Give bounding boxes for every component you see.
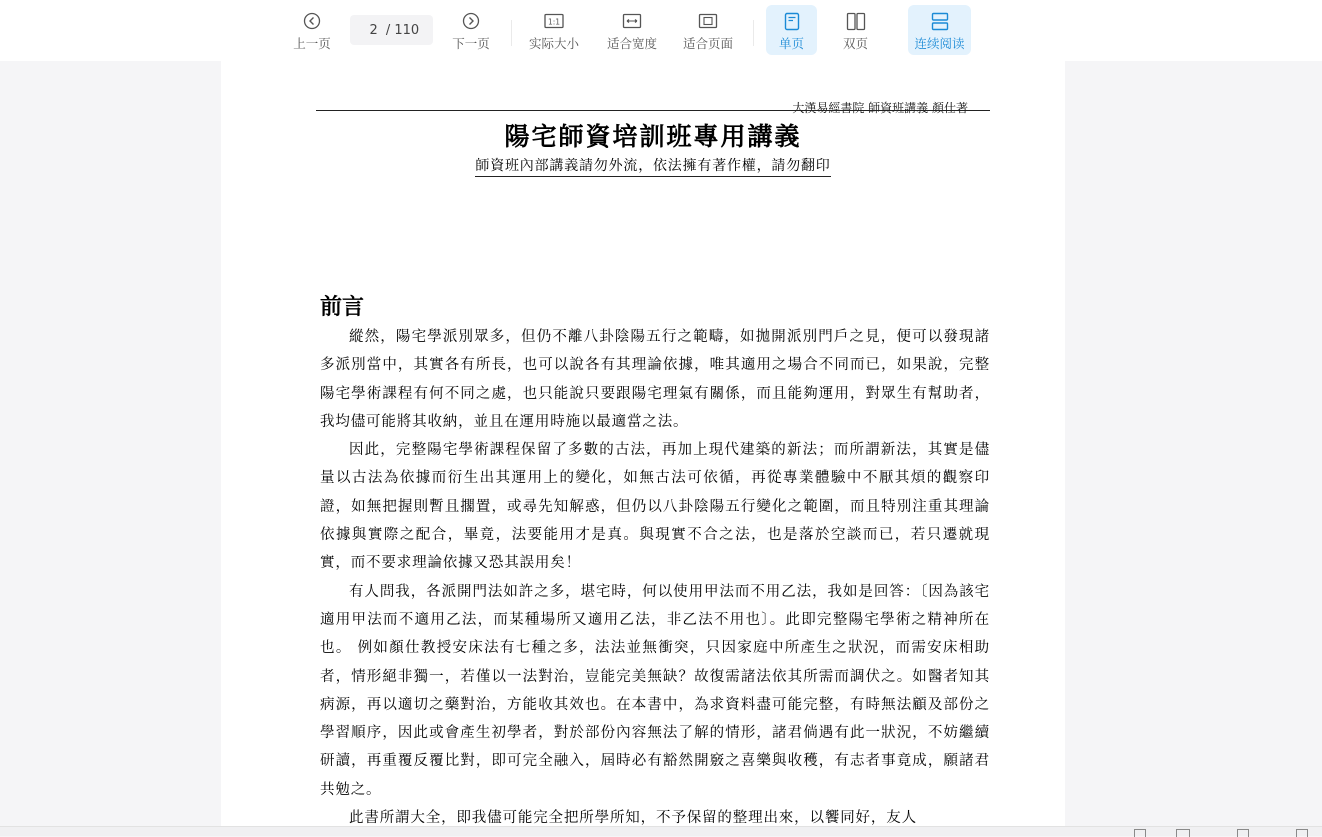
fit-width-button[interactable] xyxy=(601,5,663,55)
page-header-author: 大漢易經書院 師資班講義 顏仕著 xyxy=(792,101,968,115)
paragraph: 有人問我，各派開門法如許之多，堪宅時，何以使用甲法而不用乙法，我如是回答：〔因為該宅適用甲法而不適用乙法，而某種場所又適用乙法，非乙法不用也〕。此即完整陽宅學術之精神所在也。 例如顏仕教授安床法有七種之多，法法並無衝突，只因家庭中所產生之狀況，而需安床相助者，情形絕非獨一，若僅以一法對治，豈能完美無缺？故復需諸法依其所需而調伏之。如醫者知其病源，再以適切之藥對治，方能收其效也。在本書中，為求資料盡可能完整，有時無法顧及部份之學習順序，因此或會產生初學者，對於部份內容無法了解的情形，諸君倘遇有此一狀況，不妨繼續研讀，再重覆反覆比對，即可完全融入，屆時必有豁然開竅之喜樂與收穫，有志者事竟成，願諸君共勉之。 xyxy=(320,583,990,798)
continuous-read-button[interactable] xyxy=(908,5,971,55)
double-page-icon xyxy=(845,11,867,31)
fit-width-label: 适合宽度 xyxy=(606,36,657,51)
page-thumb-icon[interactable] xyxy=(1134,829,1146,837)
paragraph: 因此，完整陽宅學術課程保留了多數的古法，再加上現代建築的新法；而所謂新法，其實是儘量以古法為依據而衍生出其運用上的變化，如無古法可依循，再從專業體驗中不厭其煩的觀察印證，如無把握則暫且擱置，或尋先知解惑，但仍以八卦陰陽五行變化之範圍，而且特別注重其理論依據與實際之配合，畢竟，法要能用才是真。與現實不合之法，也是落於空談而已，若只遷就現實，而不要求理論依據又恐其誤用矣！ xyxy=(320,442,990,572)
panel-thumb-icon[interactable] xyxy=(1296,829,1308,837)
document-subtitle: 師資班內部講義請勿外流，依法擁有著作權，請勿翻印 xyxy=(475,155,830,177)
toolbar-divider xyxy=(753,20,754,46)
actual-size-button[interactable] xyxy=(523,5,585,55)
double-thumb-icon[interactable] xyxy=(1176,829,1190,837)
paragraph: 縱然，陽宅學派別眾多，但仍不離八卦陰陽五行之範疇，如拋開派別門戶之見，便可以發現諸多派別當中，其實各有所長，也可以說各有其理論依據，唯其適用之場合不同而已，如果說，完整陽宅學術課程有何不同之處，也只能說只要跟陽宅理氣有關係，而且能夠運用，對眾生有幫助者，我均儘可能將其收納，並且在運用時施以最適當之法。 xyxy=(320,329,990,430)
actual-size-icon xyxy=(543,11,565,31)
header-rule xyxy=(316,110,990,111)
document-page xyxy=(221,61,1065,835)
continuous-read-label: 连续阅读 xyxy=(914,36,965,51)
document-title: 陽宅師資培訓班專用講義 xyxy=(504,122,802,151)
next-page-label: 下一页 xyxy=(452,36,490,51)
total-pages: / 110 xyxy=(385,22,420,38)
section-heading: 前言 xyxy=(320,294,365,320)
double-page-button[interactable] xyxy=(830,5,881,55)
chevron-right-circle-icon xyxy=(460,11,482,31)
double-page-label: 双页 xyxy=(842,36,868,51)
chevron-left-circle-icon xyxy=(301,11,323,31)
body-text xyxy=(320,323,990,832)
single-page-label: 单页 xyxy=(778,36,804,51)
continuous-read-icon xyxy=(929,11,951,31)
actual-size-label: 实际大小 xyxy=(528,36,579,51)
fit-page-button[interactable] xyxy=(677,5,739,55)
prev-page-label: 上一页 xyxy=(293,36,331,51)
single-page-icon xyxy=(781,11,803,31)
page-number-box[interactable] xyxy=(350,15,433,45)
toolbar-divider xyxy=(511,20,512,46)
next-page-button[interactable] xyxy=(444,5,498,55)
fit-thumb-icon[interactable] xyxy=(1237,829,1249,837)
fit-width-icon xyxy=(621,11,643,31)
single-page-button[interactable] xyxy=(766,5,817,55)
paragraph: 此書所謂大全，即我儘可能完全把所學所知，不予保留的整理出來，以饗同好，友人 xyxy=(349,810,917,827)
prev-page-button[interactable] xyxy=(285,5,339,55)
svg-text:1:1: 1:1 xyxy=(547,17,561,27)
subtitle-wrap xyxy=(316,155,990,177)
viewer-toolbar xyxy=(0,0,1322,61)
fit-page-icon xyxy=(697,11,719,31)
fit-page-label: 适合页面 xyxy=(682,36,733,51)
current-page-input[interactable]: 2 xyxy=(369,22,378,38)
